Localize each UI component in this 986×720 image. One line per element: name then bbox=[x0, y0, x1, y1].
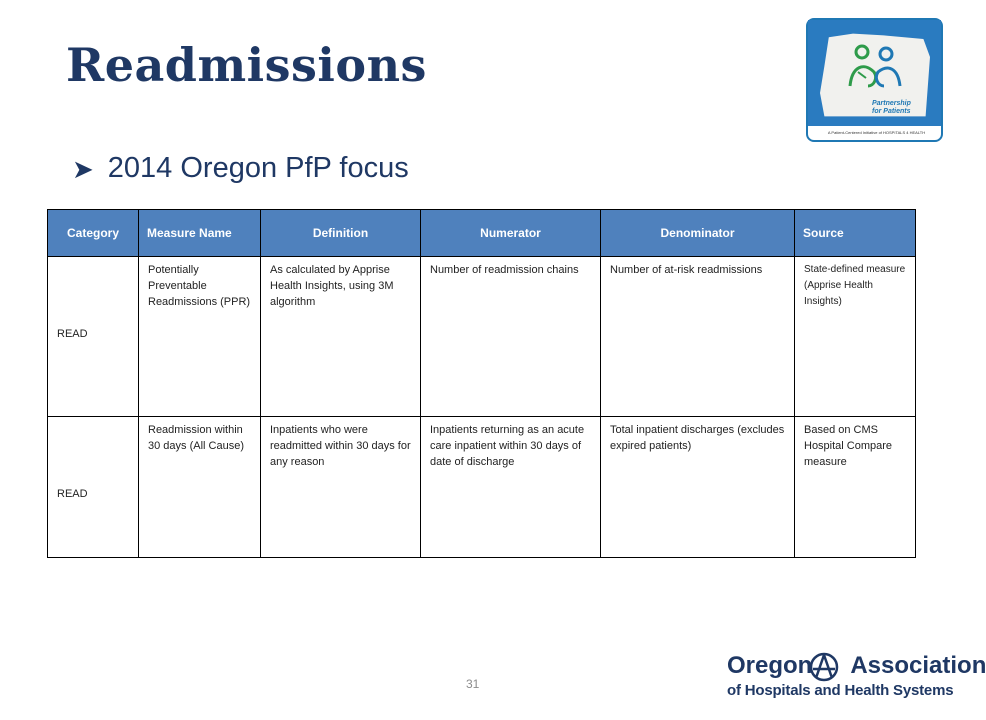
pfp-line2: for Patients bbox=[872, 108, 911, 115]
bullet-item bbox=[72, 152, 409, 185]
header-definition: Definition bbox=[261, 210, 421, 257]
header-measure-name: Measure Name bbox=[139, 210, 261, 257]
oahhs-logo bbox=[727, 652, 986, 704]
cell-source: State-defined measure (Apprise Health Insights) bbox=[795, 257, 916, 417]
table-row bbox=[48, 417, 916, 558]
header-category: Category bbox=[48, 210, 139, 257]
pfp-line1: Partnership bbox=[872, 100, 911, 107]
cell-denominator: Total inpatient discharges (excludes expired patients) bbox=[601, 417, 795, 558]
cell-denominator: Number of at-risk readmissions bbox=[601, 257, 795, 417]
cell-numerator: Number of readmission chains bbox=[421, 257, 601, 417]
header-denominator: Denominator bbox=[601, 210, 795, 257]
cell-numerator: Inpatients returning as an acute care inpatient within 30 days of date of discharge bbox=[421, 417, 601, 558]
cell-measure-name: Potentially Preventable Readmissions (PPR) bbox=[139, 257, 261, 417]
arrow-bullet-icon: ➤ bbox=[72, 153, 94, 184]
pfp-tagline: A Patient-Centered Initiative of HOSPITALS 4 HEALTH bbox=[827, 130, 926, 135]
oahhs-word-association: Association bbox=[850, 652, 986, 679]
cell-category: READ bbox=[48, 417, 139, 558]
header-source: Source bbox=[795, 210, 916, 257]
oahhs-word-oregon: Oregon bbox=[727, 652, 813, 679]
cell-definition: As calculated by Apprise Health Insights, using 3M algorithm bbox=[261, 257, 421, 417]
table-row bbox=[48, 257, 916, 417]
bullet-text: 2014 Oregon PfP focus bbox=[107, 152, 409, 184]
slide-title: Readmissions bbox=[66, 38, 427, 92]
oahhs-emblem-icon bbox=[807, 652, 841, 682]
measures-table bbox=[47, 209, 916, 558]
partnership-for-patients-logo bbox=[806, 18, 943, 142]
cell-category: READ bbox=[48, 257, 139, 417]
patients-figures-icon bbox=[844, 42, 906, 94]
page-number: 31 bbox=[466, 677, 480, 691]
cell-source: Based on CMS Hospital Compare measure bbox=[795, 417, 916, 558]
table-header-row bbox=[48, 210, 916, 257]
cell-definition: Inpatients who were readmitted within 30 days for any reason bbox=[261, 417, 421, 558]
header-numerator: Numerator bbox=[421, 210, 601, 257]
oahhs-subtitle: of Hospitals and Health Systems bbox=[727, 682, 954, 699]
cell-measure-name: Readmission within 30 days (All Cause) bbox=[139, 417, 261, 558]
